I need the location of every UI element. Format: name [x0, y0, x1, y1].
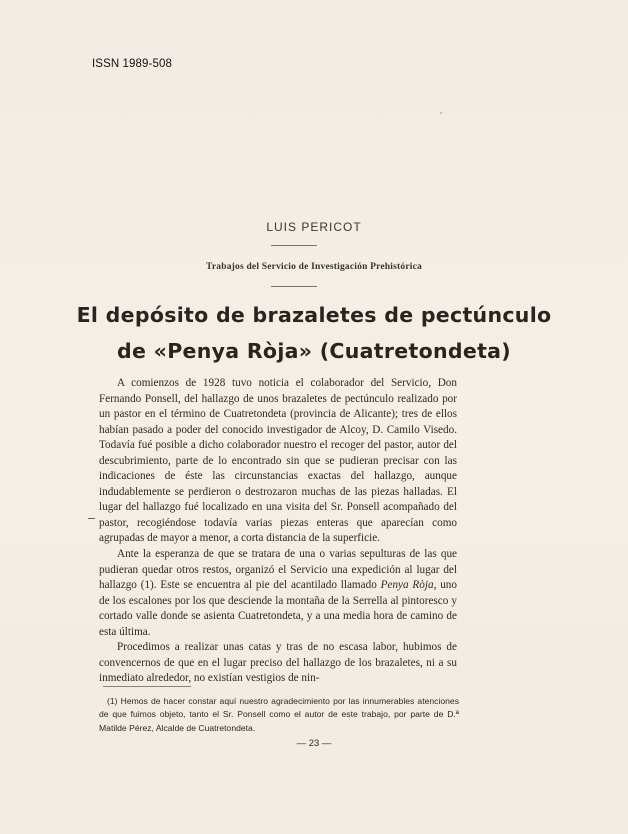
- footnote: [99, 695, 459, 735]
- affiliation: Trabajos del Servicio de Investigación Prehistórica: [206, 262, 422, 272]
- issn-label: ISSN 1989-508: [92, 58, 172, 70]
- paragraph: [99, 547, 457, 640]
- margin-mark: [88, 518, 95, 519]
- page-number: — 23 —: [296, 738, 332, 749]
- paragraph-text: uno de los escalones por los que desciende la montaña de la Serrella al pintoresco y cortado valle donde se asienta Cuatretondeta, y a una media hora de camino de esta última.: [99, 579, 457, 638]
- article-title-line-1: El depósito de brazaletes de pectúnculo: [76, 303, 552, 327]
- footnote-rule: [103, 686, 191, 687]
- author-name: LUIS PERICOT: [266, 220, 362, 234]
- article-title-line-2: de «Penya Ròja» (Cuatretondeta): [117, 339, 511, 363]
- article-body: [99, 376, 457, 687]
- footnote-text: (1) Hemos de hacer constar aquí nuestro agradecimiento por las innumerables atenciones de que fuimos objeto, tanto el Sr. Ponsell como el autor de este trabajo, por parte de D.ª Matilde Pérez, Alcalde de Cuatretondeta.: [99, 696, 459, 733]
- speck: [440, 112, 442, 114]
- divider-rule: [271, 245, 317, 246]
- place-name: Penya Ròja,: [380, 579, 437, 592]
- paragraph: Procedimos a realizar unas catas y tras de no escasa labor, hubimos de convencernos de que en el lugar preciso del hallazgo de los brazaletes, ni a su inmediato alrededor, no existían vestigios de nin-: [99, 641, 457, 685]
- paragraph-text: Ante la esperanza de que se tratara de una o varias sepulturas de las que pudieran quedar otros restos, organizó el Servicio una expedición al lugar del hallazgo (1). Este se encuentra al pie del acantilado llamado: [99, 548, 457, 592]
- divider-rule: [271, 286, 317, 287]
- paragraph: A comienzos de 1928 tuvo noticia el colaborador del Servicio, Don Fernando Ponsell, del hallazgo de unos brazaletes de pectúnculo realizado por un pastor en el término de Cuatretondeta (provincia de Alicante); tres de ellos habían pasado a poder del conocido investigador de Alcoy, D. Camilo Visedo. Todavía fué posible a dicho colaborador nuestro el recoger del pastor, autor del descubrimiento, parte de lo encontrado sin que se pudieran precisar con las indicaciones de éste las circunstancias exactas del hallazgo, aunque indudablemente se perdieron o destrozaron muchas de las piezas halladas. El lugar del hallazgo fué localizado en una visita del Sr. Ponsell acompañado del pastor, recogiéndose todavía varias piezas enteras que aparecían como agrupadas de mayor a menor, a corta distancia de la superficie.: [99, 377, 457, 545]
